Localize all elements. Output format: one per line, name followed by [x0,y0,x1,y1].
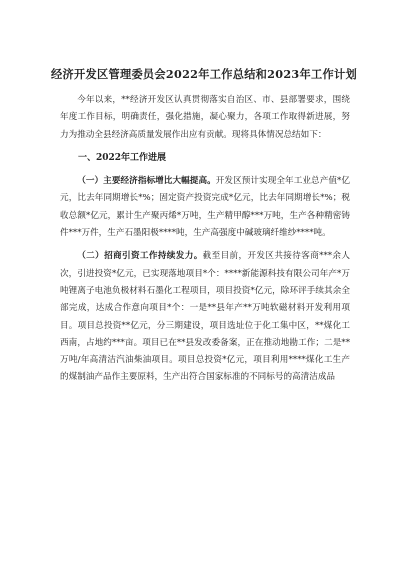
paragraph-text: 截至目前，开发区共接待客商***余人次，引进投资*亿元，已实现落地项目*个：****新能源科技有限公司年产*万吨锂离子电池负极材料石墨化工程项目，项目投资*亿元，除环评手续其余全部完成，达成合作意向项目*个：一是**县年产**万吨软磁材料开发利用项目。项目总投资**亿元，分三期建设，项目选址位于化工集中区，**煤化工西南，占地约***亩。项目已在**县发改委备案，正在推动地勘工作；二是**万吨/年高清洁汽油柴油项目。项目总投资*亿元，项目利用****煤化工生产的煤制油产品作主要原料，生产出符合国家标准的不同标号的高清洁成品 [60,251,350,383]
paragraph-lead: （一）主要经济指标增比大幅提高。 [77,176,216,187]
paragraph-economic-indicators [60,173,350,242]
paragraph-lead: （二）招商引资工作持续发力。 [77,251,203,262]
document-title: 经济开发区管理委员会2022年工作总结和2023年工作计划 [51,67,357,81]
intro-paragraph: 今年以来，**经济开发区认真贯彻落实自治区、市、县部署要求，围绕年度工作目标，明确责任，强化措施，凝心聚力，各项工作取得新进展，努力为推动全县经济高质量发展作出应有贡献。现将具体情况总结如下： [60,95,350,140]
paragraph-investment [60,248,350,386]
document-body [60,92,350,393]
section-heading: 一、2022年工作进展 [78,152,167,163]
paragraph-text: 开发区预计实现全年工业总产值*亿元，比去年同期增长*%；固定资产投资完成*亿元，比去年同期增长*%；税收总额*亿元，累计生产聚丙烯*万吨，生产精甲醇***万吨，生产各种精密铸件***万件，生产石墨阳极****吨，生产高强度中碱玻璃纤维纱****吨。 [60,176,350,239]
